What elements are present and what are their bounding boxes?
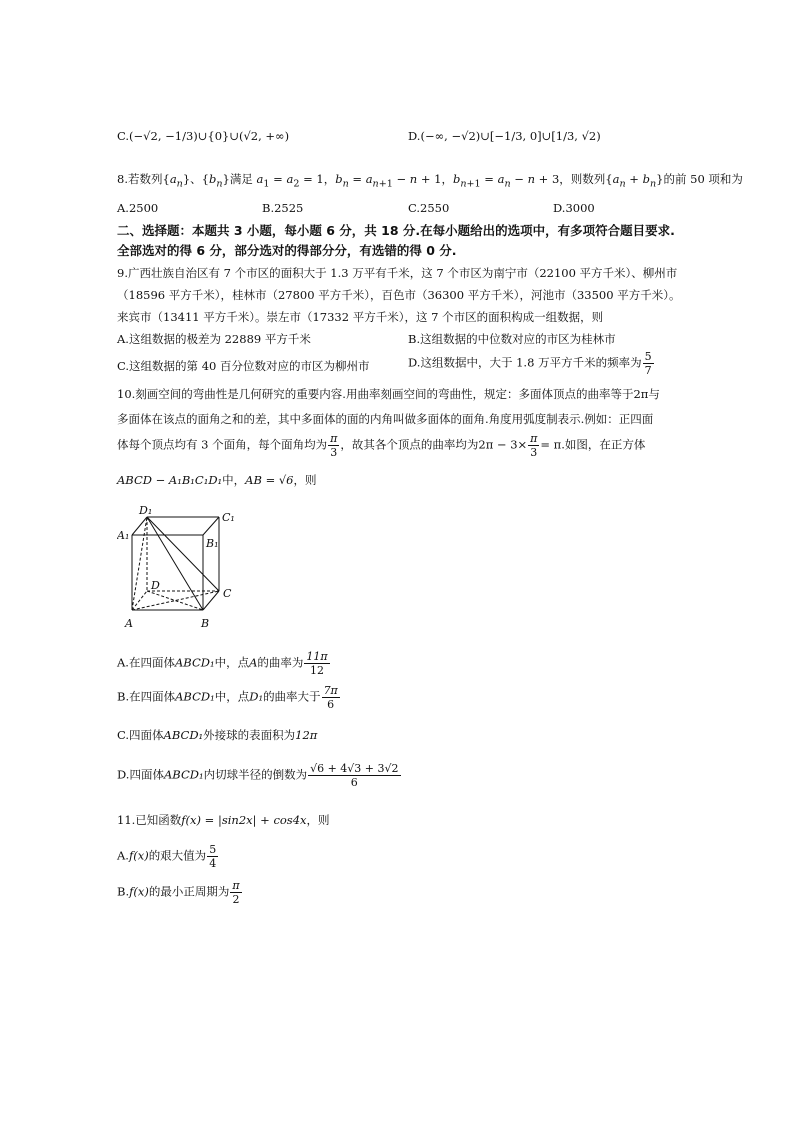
label-d: D [151,579,160,592]
q11-a-a: A. [117,848,129,863]
q10-b-fraction [322,684,340,711]
q10-a-a: A.在四面体 [117,655,175,670]
cond-1: $a_1 = a_2 = 1$ [256,172,324,190]
seq-b: $\{b_n\}$ [201,172,230,190]
q8-option-a [117,200,158,216]
frac-den: 2 [232,893,240,906]
q10-a-d: A [249,655,258,670]
q11-stem-c: ，则 [306,813,330,827]
q8-d: D.3000 [553,201,595,215]
q10-pi-over-3-b [528,432,539,459]
q10-option-d [117,762,402,789]
q10-b-e: 的曲率大于 [263,689,321,704]
q10-b-d: D₁ [249,689,264,704]
q10-line3e: .如图，在正方体 [561,437,646,452]
q7-c-text: (−√2, −1/3)∪{0}∪(√2, +∞) [129,129,290,143]
frac-den: 4 [209,857,217,870]
q10-d-fraction [308,762,400,789]
frac-num: 7π [323,684,338,697]
q8-stem-c: 满足 [229,172,253,186]
q10-c-b: ABCD₁ [163,728,204,742]
edge-d1b [147,517,203,610]
frac-den: 6 [327,698,335,711]
q10-option-b [117,684,341,711]
label-d1: D₁ [139,505,153,517]
q10-b-a: B.在四面体 [117,689,176,704]
label-c: C [223,587,232,600]
q10-curv-result: = π [540,437,562,452]
q9-option-a: A.这组数据的极差为 22889 平方千米 [117,332,311,346]
edge-b1c1 [203,517,219,535]
seq-a: $\{a_n\}$ [162,172,191,190]
q9-option-c: C.这组数据的第 40 百分位数对应的市区为柳州市 [117,359,370,373]
q10-line3a: 体每个顶点均有 3 个面角，每个面角均为 [117,437,328,452]
q10-line3b: ，故其各个顶点的曲率均为 [340,437,479,452]
frac-num: π [530,432,538,445]
q10-c-a: C.四面体 [117,728,164,742]
q8-c: C.2550 [408,201,450,215]
q9-d-text: D.这组数据中，大于 1.8 万平方千米的频率为 [408,355,642,370]
frac-num: π [232,879,240,892]
frac-den: 6 [350,776,358,789]
q11-func: f(x) = |sin2x| + cos4x [181,813,307,827]
q8-stem-a: 8.若数列 [117,172,163,186]
frac-num: 5 [644,350,652,363]
q8-stem-g: 的前 50 项和为 [663,172,743,186]
q7-c-label: C. [117,129,130,143]
frac-den: 7 [644,364,652,377]
q10-d-c: 内切球半径的倒数为 [203,767,308,782]
frac-den: 12 [310,664,324,677]
q10-line1c: 与 [648,387,660,401]
q11-stem [117,812,330,828]
q11-a-b: f(x) [128,848,149,863]
q7-d-text: (−∞, −√2)∪[−1/3, 0]∪[1/3, √2) [420,129,601,143]
q8-stem-d: ， [323,172,336,186]
label-c1: C₁ [222,511,235,524]
q10-b-b: ABCD₁ [175,689,215,704]
q10-d-b: ABCD₁ [163,767,204,782]
cube-diagram [117,505,247,635]
cond-2: $b_n = a_{n+1} - n + 1$ [335,172,442,190]
q9-line3: 来宾市（13411 平方千米）。崇左市（17332 平方千米），这 7 个市区的面积构成一组数据，则 [117,310,604,324]
q10-line1a: 10.刻画空间的弯曲性是几何研究的重要内容.用曲率刻画空间的弯曲性，规定：多面体顶点的曲率等于 [117,387,634,401]
frac-den: 3 [330,446,338,459]
q11-b-fraction [230,879,241,906]
q10-a-c: 中，点 [214,655,250,670]
q11-b-c: 的最小正周期为 [148,884,230,899]
q10-line4d: ，则 [293,473,317,487]
q9-option-d [408,350,655,377]
cube-figure [117,505,247,635]
section-heading: 二、选择题：本题共 3 小题，每小题 6 分，共 18 分.在每小题给出的选项中，有多项符合题目要求.全部选对的得 6 分，部分选对的得部分分，有选错的得 0 分. [117,223,675,258]
q10-line4b: 中， [222,473,246,487]
q8-option-c [408,200,449,216]
q11-option-a [117,843,219,870]
label-a1: A₁ [117,529,130,542]
seq-sum: $\{a_n + b_n\}$ [605,172,664,190]
edge-db [147,591,203,610]
q10-c-d: 12π [295,728,318,742]
q11-b-a: B. [117,884,130,899]
q9-line2: （18596 平方千米），桂林市（27800 平方千米），百色市（36300 平方千米），河池市（33500 平方千米）。 [117,288,681,302]
q10-option-a [117,650,331,677]
q10-b-c: 中，点 [214,689,250,704]
q10-d-a: D.四面体 [117,767,164,782]
cond-3: $b_{n+1} = a_n - n + 3$ [452,172,560,190]
q10-option-c [117,727,317,743]
label-b1: B₁ [206,537,219,550]
frac-num: 5 [209,843,217,856]
q10-c-c: 外接球的表面积为 [203,728,296,742]
frac-num: √6 + 4√3 + 3√2 [310,762,399,775]
q8-stem [117,171,743,192]
q10-pi-over-3 [328,432,339,459]
q11-a-c: 的艰大值为 [148,848,207,863]
q10-line4 [117,472,317,488]
q11-stem-a: 11.已知函数 [117,813,182,827]
q11-option-b [117,879,243,906]
edge-ad1 [132,517,147,610]
cube-name: ABCD − A₁B₁C₁D₁ [117,473,223,487]
q10-two-pi: 2π [633,387,649,401]
q10-a-b: ABCD₁ [174,655,215,670]
q9-line1: 9.广西壮族自治区有 7 个市区的面积大于 1.3 万平有千米，这 7 个市区为南宁市（22100 平方千米）、柳州市 [117,266,678,280]
ab-length: AB = √6 [245,473,294,487]
q8-stem-e: ， [441,172,453,186]
q10-line3 [117,432,645,459]
q9-d-fraction [643,350,654,377]
edge-a1d1 [132,517,147,535]
q8-option-d [553,200,595,216]
label-b: B [201,617,210,630]
q10-line2: 多面体在该点的面角之和的差，其中多面体的面的内角叫做多面体的面角.角度用弧度制表示.例如：正四面 [117,412,654,426]
q7-d-label: D. [408,129,421,143]
q7-option-d [408,128,601,144]
q7-option-c [117,128,289,144]
frac-den: 3 [530,446,538,459]
q9-option-b: B.这组数据的中位数对应的市区为桂林市 [408,332,616,346]
q8-b: B.2525 [262,201,304,215]
frac-num: π [330,432,338,445]
q8-a: A.2500 [117,201,159,215]
q10-a-fraction [304,650,329,677]
label-a: A [125,617,133,630]
q8-stem-b: 、 [190,172,202,186]
q10-a-e: 的曲率为 [257,655,304,670]
q11-b-b: f(x) [129,884,149,899]
q8-stem-f: ，则数列 [559,172,606,186]
q11-a-fraction [207,843,218,870]
frac-num: 11π [306,650,328,663]
q8-option-b [262,200,303,216]
q10-curv-expr: 2π − 3× [478,437,528,452]
q10-line1 [117,386,660,402]
